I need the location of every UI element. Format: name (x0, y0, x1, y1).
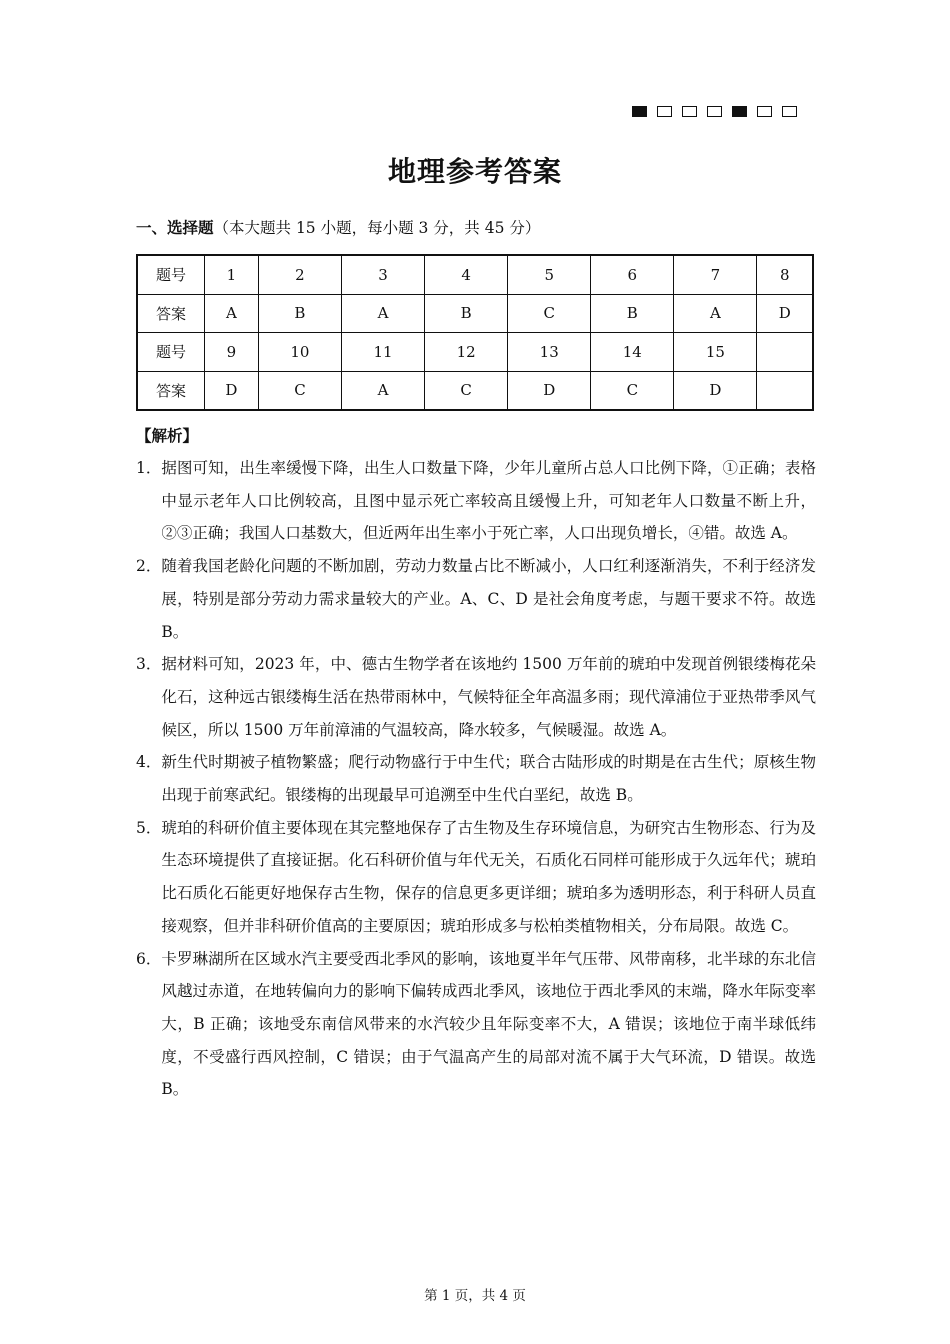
explanation-number: 4． (136, 753, 162, 772)
table-cell (757, 371, 813, 410)
explanation-number: 3． (136, 655, 162, 674)
table-cell: B (591, 294, 674, 333)
table-cell: 3 (341, 255, 424, 294)
table-cell: D (508, 371, 591, 410)
table-cell: 1 (205, 255, 259, 294)
table-cell: 2 (258, 255, 341, 294)
page-footer: 第 1 页，共 4 页 (424, 1288, 526, 1304)
table-cell: D (674, 371, 757, 410)
explanation-number: 2． (136, 557, 162, 576)
table-cell: 15 (674, 333, 757, 372)
explanation-text: 卡罗琳湖所在区域水汽主要受西北季风的影响，该地夏半年气压带、风带南移，北半球的东北信风越过赤道，在地转偏向力的影响下偏转成西北季风，该地位于西北季风的末端，降水年际变率大，B 正确；该地受东南信风带来的水汽较少且年际变率不大，A 错误；该地位于南半球低纬度，不受盛行西风控制，C 错误；由于气温高产生的局部对流不属于大气环流，D 错误。故选 B。 (161, 949, 816, 1099)
table-cell: B (258, 294, 341, 333)
explanation-item (136, 812, 816, 943)
table-cell: 12 (425, 333, 508, 372)
table-cell: C (258, 371, 341, 410)
table-cell: 14 (591, 333, 674, 372)
table-cell: A (205, 294, 259, 333)
table-cell: C (591, 371, 674, 410)
explanation-item (136, 746, 816, 811)
explanation-number: 5． (136, 818, 162, 837)
marker-square (707, 106, 722, 117)
explanation-item (136, 943, 816, 1107)
row-header: 题号 (137, 255, 205, 294)
explanation-number: 1． (136, 459, 162, 477)
explanation-text: 琥珀的科研价值主要体现在其完整地保存了古生物及生存环境信息，为研究古生物形态、行为及生态环境提供了直接证据。化石科研价值与年代无关，石质化石同样可能形成于久远年代；琥珀比石质化石能更好地保存古生物，保存的信息更多更详细；琥珀多为透明形态，利于科研人员直接观察，但并非科研价值高的主要原因；琥珀形成多与松柏类植物相关，分布局限。故选 C。 (161, 818, 816, 935)
table-cell: D (757, 294, 813, 333)
table-cell: 13 (508, 333, 591, 372)
section-label: 一、选择题 (136, 218, 214, 237)
explanation-text: 据材料可知，2023 年，中、德古生物学者在该地约 1500 万年前的琥珀中发现首例银缕梅花朵化石，这种远古银缕梅生活在热带雨林中，气候特征全年高温多雨；现代漳浦位于亚热带季风气候区，所以 1500 万年前漳浦的气温较高，降水较多，气候暖湿。故选 A。 (161, 655, 816, 739)
section-note: （本大题共 15 小题，每小题 3 分，共 45 分） (213, 219, 541, 237)
explanation-text: 据图可知，出生率缓慢下降，出生人口数量下降，少年儿童所占总人口比例下降，①正确；表格中显示老年人口比例较高，且图中显示死亡率较高且缓慢上升，可知老年人口数量不断上升，②③正确；我国人口基数大，但近两年出生率小于死亡率，人口出现负增长，④错。故选 A。 (161, 459, 816, 543)
marker-square (757, 106, 772, 117)
row-header: 答案 (137, 371, 205, 410)
table-cell: 8 (757, 255, 813, 294)
table-cell: D (205, 371, 259, 410)
row-header: 题号 (137, 333, 205, 372)
page-markers (632, 106, 797, 117)
answer-table (136, 254, 814, 411)
table-cell: A (674, 294, 757, 333)
page-title: 地理参考答案 (387, 155, 562, 188)
explanation-item (136, 452, 816, 550)
marker-square (682, 106, 697, 117)
table-cell: 6 (591, 255, 674, 294)
table-cell: 4 (425, 255, 508, 294)
table-cell: C (425, 371, 508, 410)
table-row (137, 255, 813, 294)
table-cell (757, 333, 813, 372)
row-header: 答案 (137, 294, 205, 333)
explanation-item (136, 550, 816, 648)
marker-square (632, 106, 647, 117)
table-cell: B (425, 294, 508, 333)
section-heading (136, 216, 540, 238)
marker-square (657, 106, 672, 117)
table-cell: A (341, 294, 424, 333)
marker-square (782, 106, 797, 117)
explanation-text: 新生代时期被子植物繁盛；爬行动物盛行于中生代；联合古陆形成的时期是在古生代；原核生物出现于前寒武纪。银缕梅的出现最早可追溯至中生代白垩纪，故选 B。 (161, 753, 816, 805)
table-cell: C (508, 294, 591, 333)
explanation-item (136, 648, 816, 746)
table-row (137, 294, 813, 333)
table-cell: 5 (508, 255, 591, 294)
table-row (137, 371, 813, 410)
explanation-number: 6． (136, 949, 162, 968)
table-cell: A (341, 371, 424, 410)
table-cell: 9 (205, 333, 259, 372)
table-row (137, 333, 813, 372)
table-cell: 7 (674, 255, 757, 294)
explanation-list (136, 452, 816, 1106)
marker-square (732, 106, 747, 117)
explanation-text: 随着我国老龄化问题的不断加剧，劳动力数量占比不断减小，人口红利逐渐消失，不利于经济发展，特别是部分劳动力需求量较大的产业。A、C、D 是社会角度考虑，与题干要求不符。故选 B。 (161, 557, 816, 641)
analysis-heading: 【解析】 (136, 426, 199, 445)
table-cell: 10 (258, 333, 341, 372)
table-cell: 11 (341, 333, 424, 372)
